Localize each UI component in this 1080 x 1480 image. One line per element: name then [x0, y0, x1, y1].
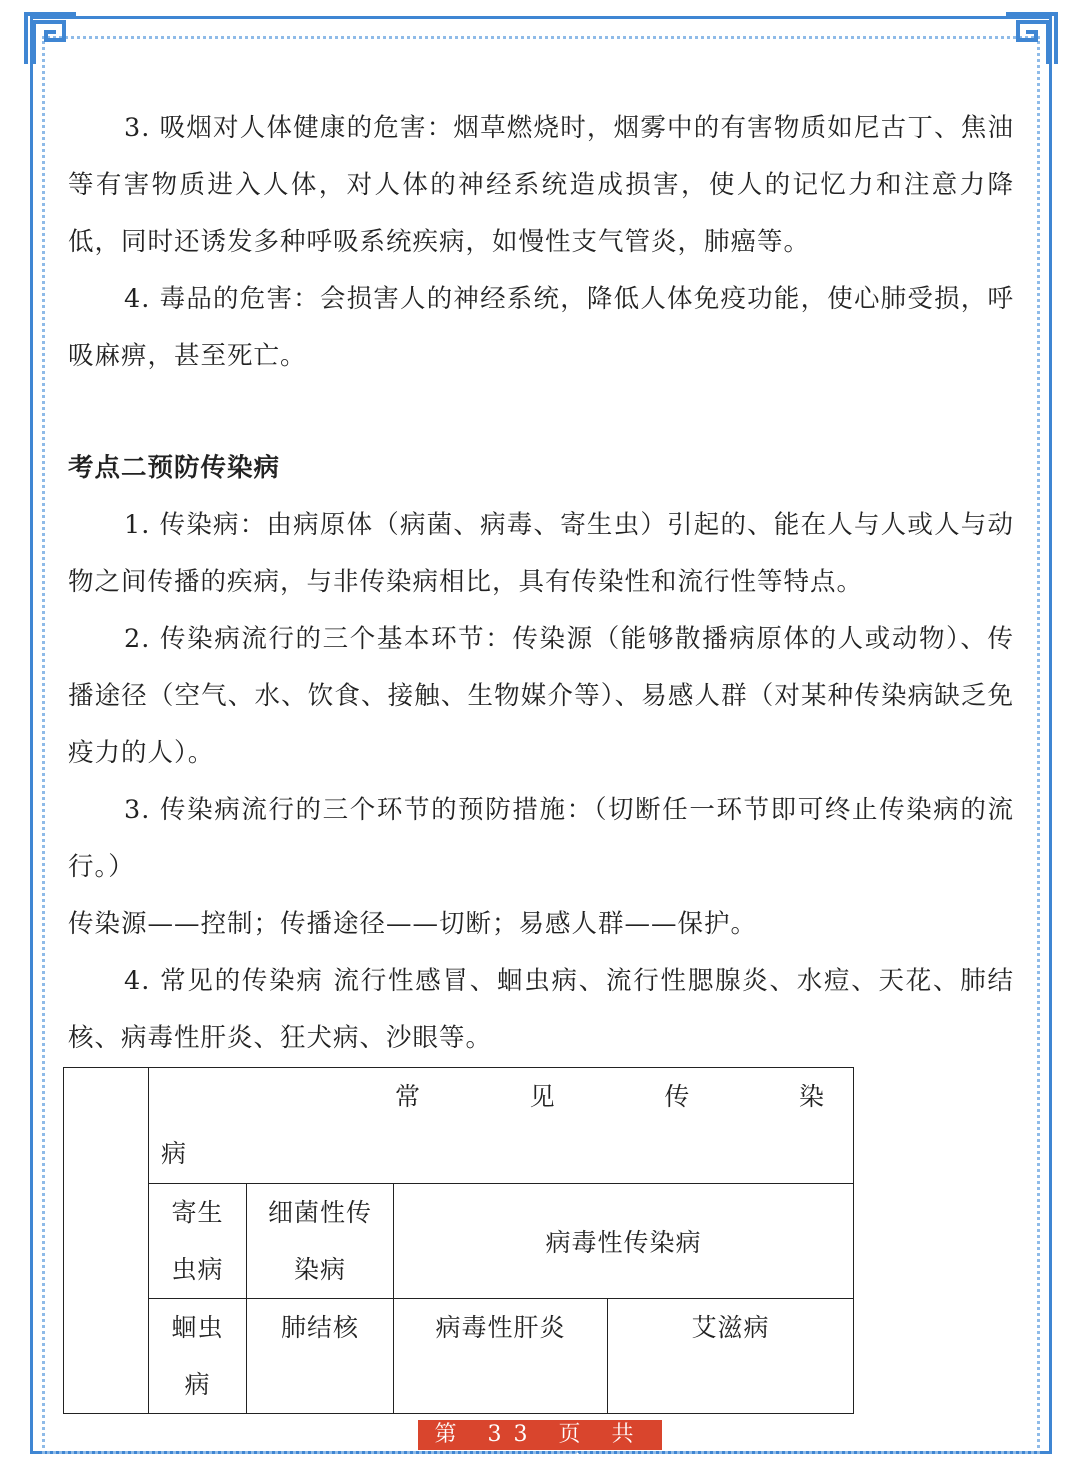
paragraph-prevention: 3. 传染病流行的三个环节的预防措施：（切断任一环节即可终止传染病的流行。） — [68, 795, 1014, 882]
paragraph-smoking: 3. 吸烟对人体健康的危害：烟草燃烧时，烟雾中的有害物质如尼古丁、焦油等有害物质进入人体，对人体的神经系统造成损害，使人的记忆力和注意力降低，同时还诱发多种呼吸系统疾病，如慢性支气管炎，肺癌等。 — [68, 113, 1014, 257]
disease-table — [63, 1067, 854, 1414]
paragraph-common-diseases: 4. 常见的传染病 流行性感冒、蛔虫病、流行性腮腺炎、水痘、天花、肺结核、病毒性肝炎、狂犬病、沙眼等。 — [68, 966, 1014, 1053]
cell-roundworm: 蛔虫 病 — [149, 1299, 247, 1414]
header-viral: 病毒性传染病 — [394, 1184, 854, 1299]
paragraph-three-links: 2. 传染病流行的三个基本环节：传染源（能够散播病原体的人或动物）、传播途径（空气、水、饮食、接触、生物媒介等）、易感人群（对某种传染病缺乏免疫力的人）。 — [68, 624, 1014, 768]
header-bacterial: 细菌性传 染病 — [247, 1184, 394, 1299]
table-title-char: 见 — [529, 1082, 556, 1111]
measures-line: 传染源——控制；传播途径——切断；易感人群——保护。 — [68, 909, 758, 939]
table-title-char: 传 — [664, 1082, 691, 1111]
corner-ornament-icon — [22, 10, 80, 68]
header-parasitic: 寄生 虫病 — [149, 1184, 247, 1299]
cell-hepatitis: 病毒性肝炎 — [394, 1299, 608, 1414]
document-body — [68, 100, 1014, 1067]
corner-ornament-icon — [1002, 10, 1060, 68]
table-title-tail: 病 — [161, 1139, 188, 1168]
paragraph-infectious-disease: 1. 传染病：由病原体（病菌、病毒、寄生虫）引起的、能在人与人或人与动物之间传播的疾病，与非传染病相比，具有传染性和流行性等特点。 — [68, 510, 1014, 597]
cell-aids: 艾滋病 — [608, 1299, 854, 1414]
table-blank-cell — [64, 1068, 149, 1414]
page-number-badge: 第 33 页 共 42 页 — [418, 1420, 662, 1450]
section-heading: 考点二预防传染病 — [68, 453, 281, 483]
paragraph-drugs: 4. 毒品的危害：会损害人的神经系统，降低人体免疫功能，使心肺受损，呼吸麻痹，甚至死亡。 — [68, 284, 1014, 371]
table-title-char: 常 — [395, 1082, 422, 1111]
table-title-char: 染 — [798, 1082, 825, 1111]
cell-tuberculosis: 肺结核 — [247, 1299, 394, 1414]
table-title-cell — [149, 1068, 854, 1184]
